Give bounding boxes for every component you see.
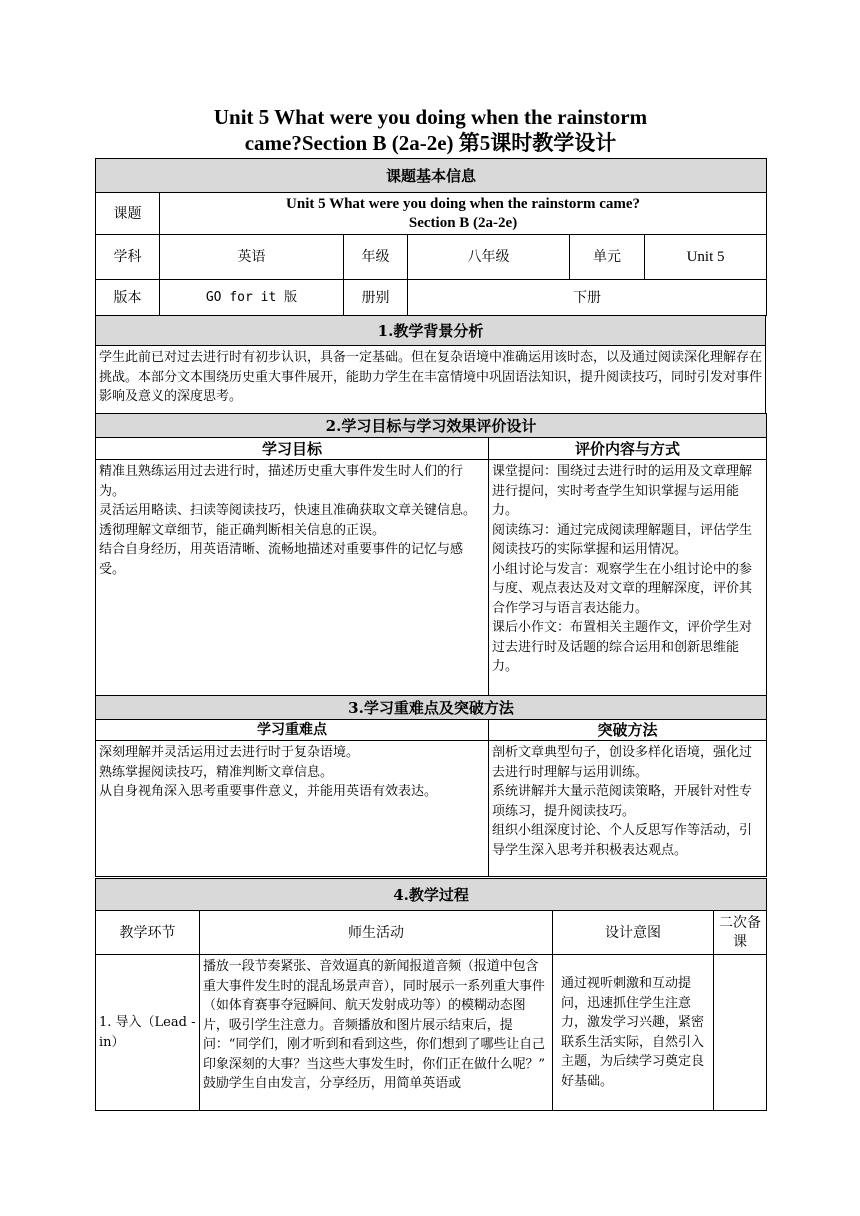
- evaluation-cell: [489, 460, 767, 696]
- keypoint-item: 从自身视角深入思考重要事件意义，并能用英语有效表达。: [99, 784, 438, 799]
- keypoint-item: 深刻理解并灵活运用过去进行时于复杂语境。: [99, 745, 360, 760]
- background-table: [95, 315, 766, 414]
- objective-item: 结合自身经历，用英语清晰、流畅地描述对重要事件的记忆与感受。: [99, 542, 464, 577]
- title-line-1: Unit 5 What were you doing when the rainstorm: [213, 105, 648, 129]
- edition-value: GO for it 版: [160, 280, 344, 316]
- volume-label: 册别: [344, 280, 408, 316]
- stage-cell: 1. 导入（Lead - in）: [96, 955, 200, 1111]
- objectives-column-header: 学习目标: [96, 438, 489, 460]
- method-item: 系统讲解并大量示范阅读策略，开展针对性专项练习，提升阅读技巧。: [492, 784, 753, 819]
- subject-label: 学科: [96, 235, 160, 280]
- topic-line-2: Section B (2a-2e): [408, 214, 518, 231]
- evaluation-item: 课后小作文：布置相关主题作文，评价学生对过去进行时及话题的综合运用和创新思维能力。: [492, 620, 753, 674]
- grade-value: 八年级: [408, 235, 570, 280]
- basic-info-table: [95, 158, 767, 316]
- intent-column-header: 设计意图: [553, 911, 714, 955]
- process-table: [95, 878, 767, 1111]
- evaluation-item: 课堂提问：围绕过去进行时的运用及文章理解进行提问，实时考查学生知识掌握与运用能力。: [492, 464, 753, 518]
- objective-item: 透彻理解文章细节，能正确判断相关信息的正误。: [99, 522, 386, 538]
- volume-value: 下册: [408, 280, 767, 316]
- methods-column-header: 突破方法: [489, 720, 767, 741]
- evaluation-item: 阅读练习：通过完成阅读理解题目，评估学生阅读技巧的实际掌握和运用情况。: [492, 522, 753, 557]
- keypoints-table: [95, 695, 767, 877]
- title-line-2: came?Section B (2a-2e) 第5课时教学设计: [244, 131, 617, 155]
- document-title: [95, 104, 766, 156]
- objective-item: 精准且熟练运用过去进行时，描述历史重大事件发生时人们的行为。: [99, 464, 464, 499]
- keypoints-column-header: 学习重难点: [96, 720, 489, 741]
- evaluation-column-header: 评价内容与方式: [489, 438, 767, 460]
- unit-value: Unit 5: [645, 235, 767, 280]
- keypoints-header: 3.学习重难点及突破方法: [96, 696, 767, 720]
- topic-line-1: Unit 5 What were you doing when the rainstorm came?: [286, 195, 641, 212]
- evaluation-item: 小组讨论与发言：观察学生在小组讨论中的参与度、观点表达及对文章的理解深度，评价其合作学习与语言表达能力。: [492, 561, 753, 616]
- keypoint-item: 熟练掌握阅读技巧，精准判断文章信息。: [99, 764, 334, 780]
- unit-label: 单元: [570, 235, 645, 280]
- edition-label: 版本: [96, 280, 160, 316]
- keypoints-cell: [96, 741, 489, 877]
- topic-value: [160, 193, 767, 235]
- method-item: 剖析文章典型句子，创设多样化语境，强化过去进行时理解与运用训练。: [492, 745, 753, 780]
- grade-label: 年级: [344, 235, 408, 280]
- goals-header: 2.学习目标与学习效果评价设计: [96, 414, 767, 438]
- objectives-cell: [96, 460, 489, 696]
- intent-cell: 通过视听刺激和互动提问，迅速抓住学生注意力，激发学习兴趣，紧密联系生活实际，自然引入主题，为后续学习奠定良好基础。: [553, 955, 714, 1111]
- notes-column-header: 二次备课: [714, 911, 767, 955]
- basic-info-header: 课题基本信息: [96, 159, 767, 193]
- method-item: 组织小组深度讨论、个人反思写作等活动，引导学生深入思考并积极表达观点。: [492, 823, 753, 858]
- methods-cell: [489, 741, 767, 877]
- topic-label: 课题: [96, 193, 160, 235]
- background-text: 学生此前已对过去进行时有初步认识，具备一定基础。但在复杂语境中准确运用该时态，以及通过阅读深化理解存在挑战。本部分文本围绕历史重大事件展开，能助力学生在丰富情境中巩固语法知识，提升阅读技巧，同时引发对事件影响及意义的深度思考。: [96, 346, 766, 414]
- background-header: 1.教学背景分析: [96, 316, 766, 346]
- process-header: 4.教学过程: [96, 879, 767, 911]
- notes-cell: [714, 955, 767, 1111]
- objective-item: 灵活运用略读、扫读等阅读技巧，快速且准确获取文章关键信息。: [99, 503, 477, 518]
- activity-column-header: 师生活动: [200, 911, 553, 955]
- activity-cell: 播放一段节奏紧张、音效逼真的新闻报道音频（报道中包含重大事件发生时的混乱场景声音），同时展示一系列重大事件（如体育赛事夺冠瞬间、航天发射成功等）的模糊动态图片，吸引学生注意力。音频播放和图片展示结束后，提问：“同学们，刚才听到和看到这些，你们想到了哪些让自己印象深刻的大事？当这些大事发生时，你们正在做什么呢？” 鼓励学生自由发言，分享经历，用简单英语或: [200, 955, 553, 1111]
- goals-table: [95, 413, 767, 696]
- subject-value: 英语: [160, 235, 344, 280]
- stage-column-header: 教学环节: [96, 911, 200, 955]
